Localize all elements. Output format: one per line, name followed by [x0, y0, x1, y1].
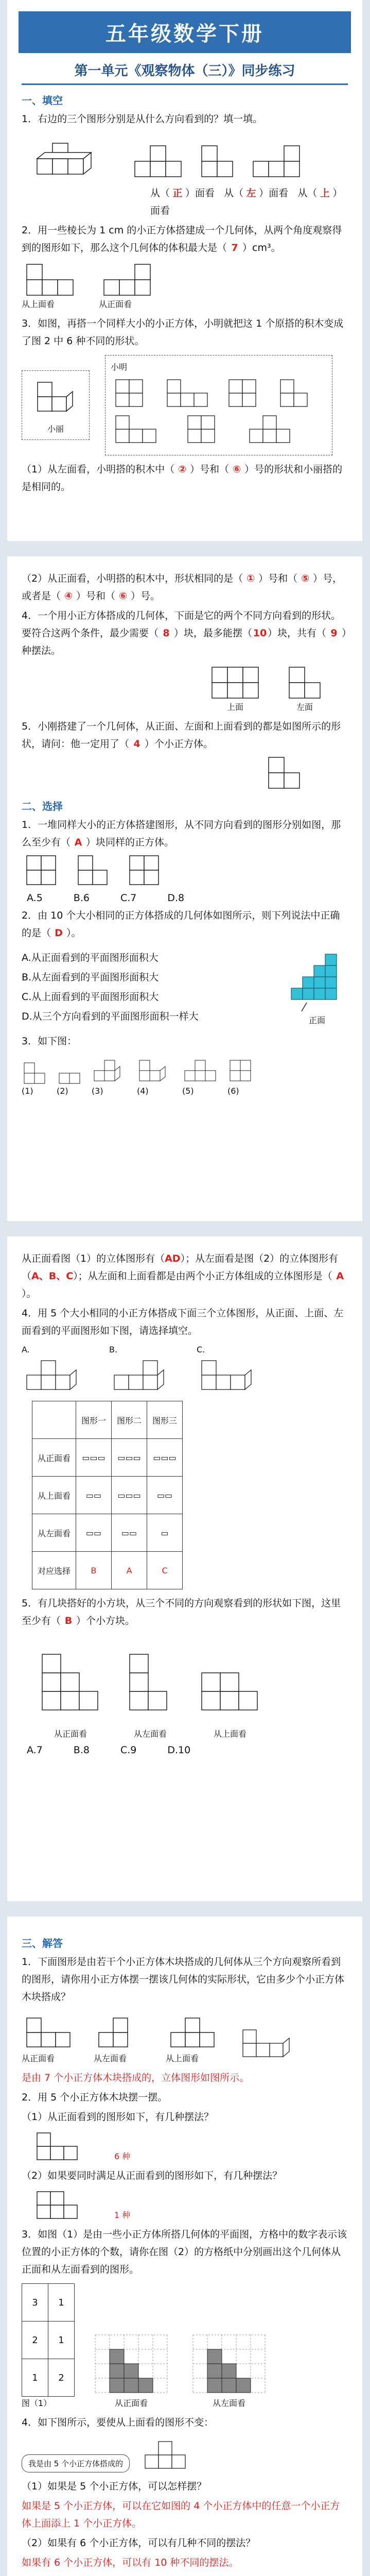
q5-blocks-options [27, 1744, 348, 1756]
a2-sub2-answer: 1 种 [114, 2210, 131, 2220]
q3-sub2: （2）从正面看，小明搭的积木中，形状相同的是（ ① ）号和（ ⑤ ）号，或者是（ ④ ）号和（ ⑥ ）号。 [22, 573, 343, 602]
q5-figure [263, 755, 305, 791]
q4-top-view: 上面 [207, 665, 263, 713]
page-2 [7, 556, 362, 1221]
a1-views [22, 2011, 348, 2064]
s2-text: 2．由 10 个大小相同的正方体搭成的几何体如图所示，则下列说法中正确的是（ D ）。 [22, 910, 340, 939]
a2-text: 2．用 5 个小正方体木块摆一摆。 [22, 2092, 168, 2103]
option[interactable]: D.8 [167, 892, 185, 904]
q3-xiaoli-box: 小丽 [22, 370, 90, 440]
section-choice: 二、选择 [22, 800, 63, 812]
a3-front-grid: 从正面看 [90, 2330, 172, 2409]
q4-5cubes-shapes [22, 1345, 348, 1396]
s3-answer-line: 从正面看图（1）的立体图形有（AD）；从左面看是图（2）的立体图形有（A、B、C）；从左面和上面看都是由两个小正方体组成的立体图形是（ A）。 [22, 1253, 344, 1299]
q1-solid-figure [32, 133, 119, 179]
q1-answer-3: 上 [320, 188, 330, 199]
q4-5cubes-text: 4．用 5 个大小相同的小正方体搭成下面三个立体图形，从正面、上面、左面看到的平面图形如下图，请选择填空。 [22, 1308, 344, 1336]
option[interactable]: A.从正面看到的平面图形面积大 [22, 952, 158, 963]
q4-text: 4．一个用小正方体搭成的几何体，下面是它的两个不同方向看到的形状。要符合这两个条件，最少需要（ 8 ）块，最多能摆（10）块，共有（ 9 ）种摆法。 [22, 610, 347, 656]
s3-fig-2: (2) [57, 1060, 82, 1096]
a2-sub1-answer: 6 种 [114, 2151, 131, 2161]
q2-figures [22, 262, 348, 310]
q2-top-view: 从上面看 [22, 262, 78, 310]
q3-xiaoming-box: 小明 [105, 355, 332, 455]
a1-answer: 是由 7 个小正方体木块搭成的，立体图形如图所示。 [22, 2072, 250, 2083]
a3-left-grid: 从左面看 [188, 2330, 270, 2409]
a4-figure [22, 2436, 348, 2472]
s3-fig-6: (6) [227, 1055, 263, 1096]
q2-text: 2．用一些棱长为 1 cm 的小正方体搭建成一个几何体，从两个角度观察得到的图形如下，那么这个几何体的体积最大是（ 7 ）cm³。 [22, 222, 348, 257]
a4-sub1-answer: 如果是 5 个小正方体，可以在它如图的 4 个小正方体中的任意一个小正方体上面添上 1 个小正方体。 [22, 2500, 340, 2529]
s2-block [22, 947, 348, 1027]
a1-view-front: 从正面看 [22, 2011, 78, 2064]
s1-views [22, 853, 176, 889]
a4-sub2: （2）如果有 6 个小正方体，可以有几种不同的摆法？ [22, 2537, 256, 2549]
page-4 [7, 1917, 362, 2576]
s3-fig-5: (5) [182, 1055, 218, 1096]
q1-view-front [130, 143, 186, 179]
a1-text: 1．下面图形是由若干个小正方体木块搭成的几何体从三个方向观察所看到的图形，请你用小正方体摆一摆该几何体的实际形状，它由多少个小正方体木块搭成？ [22, 1956, 345, 2003]
option[interactable]: A.5 [27, 892, 43, 904]
option[interactable]: D.10 [167, 1744, 191, 1756]
a1-view-left: 从左面看 [94, 2011, 150, 2064]
a4-sub2-answer: 如果有 6 个小正方体，可以有 10 种不同的摆法。 [22, 2557, 239, 2568]
q3-figures [22, 355, 348, 455]
section-fill-blank: 一、填空 [22, 94, 63, 107]
a2-sub2: （2）如果要同时满足从正面看到的图形如下，有几种摆法？ [22, 2170, 283, 2181]
q4-figures [207, 665, 348, 713]
s1-options [27, 892, 348, 904]
q1-answers: 从（ 正 ）面看 从（ 左 ）面看 从（ 上 ）面看 [150, 184, 348, 219]
a1-view-top: 从上面看 [166, 2011, 222, 2064]
a2-sub2-fig [32, 2190, 348, 2221]
shape-a: A. [22, 1345, 89, 1396]
view-top: 从上面看 [197, 1635, 263, 1739]
s3-fig-3: (3) [92, 1055, 128, 1096]
option[interactable]: B.从左面看到的平面图形面积大 [22, 972, 159, 983]
q1-figures [32, 133, 348, 179]
s3-fig-1: (1) [22, 1060, 47, 1096]
a3-text: 3．如图（1）是由一些小正方体所搭几何体的平面图，方格中的数字表示该位置的小正方体的个数，请你在图（2）的方格纸中分别画出这个几何体从正面和从左面看到的图形。 [22, 2229, 347, 2275]
s2-figure: 正面 [286, 947, 348, 1026]
a4-sub1: （1）如果是 5 个小正方体，可以怎样摆？ [22, 2481, 207, 2492]
option[interactable]: A.7 [27, 1744, 43, 1756]
a4-sub3 [22, 2573, 348, 2576]
shape-b: B. [109, 1345, 176, 1396]
q4-5cubes-table: 图形一 图形二 图形三 从正面看 ▭▭▭ ▭▭▭ ▭▭▭ 从上面看 ▭▭ ▭▭▭ ▭▭ 从左面看 ▭▭ ▭▭ ▭ 对应选择 B A C [32, 1401, 183, 1589]
s3-figures [22, 1055, 348, 1096]
option[interactable]: C.从上面看到的平面图形面积大 [22, 991, 159, 1003]
section-answer: 三、解答 [22, 1937, 63, 1950]
q5-blocks-text: 5．有几块搭好的小方块，从三个不同的方向观察看到的形状如下图，这里至少有（ B ）个小方块。 [22, 1598, 341, 1626]
q5-blocks-views [37, 1635, 348, 1739]
option[interactable]: B.8 [73, 1744, 90, 1756]
s3-fig-4: (4) [137, 1055, 173, 1096]
s3-text: 3．如下图： [22, 1036, 77, 1047]
q2-answer: 7 [231, 242, 238, 253]
q1-answer-2: 左 [246, 188, 256, 199]
option[interactable]: C.9 [120, 1744, 137, 1756]
q3-text: 3．如图，再搭一个同样大小的小正方体，小明就把这 1 个原搭的积木变成了图 2 中 6 种不同的形状。 [22, 318, 344, 347]
q1-view-left [197, 143, 238, 179]
a1-solid [238, 2018, 299, 2064]
s2-options [22, 947, 271, 1027]
a3-figures [22, 2283, 348, 2409]
s1-text: 1．一堆同样大小的正方体搭建图形，从不同方向看到的图形分别如图，那么至少有（ A ）块同样的正方体。 [22, 819, 341, 848]
view-left: 从左面看 [125, 1635, 176, 1739]
q4-left-view: 左面 [284, 665, 325, 713]
page-subtitle: 第一单元《观察物体（三）》同步练习 [22, 60, 348, 85]
a4-speech-bubble: 我是由 5 个小正方体搭成的 [22, 2454, 130, 2472]
view-front: 从正面看 [37, 1635, 104, 1739]
page-title: 五年级数学下册 [19, 11, 351, 53]
q1-text: 1．右边的三个图形分别是从什么方向看到的？填一填。 [22, 113, 263, 125]
option[interactable]: D.从三个方向看到的平面图形面积一样大 [22, 1011, 199, 1022]
q1-view-top [248, 143, 305, 179]
page-1 [7, 0, 362, 541]
q5-text: 5．小刚搭建了一个几何体，从正面、左面和上面看到的都是如图所示的形状，请问：他一定用了（ 4 ）个小正方体。 [22, 721, 341, 750]
a4-text: 4．如下图所示，要使从上面看的图形不变： [22, 2417, 214, 2428]
a2-sub1: （1）从正面看到的图形如下，有几种摆法？ [22, 2111, 214, 2123]
a3-fig-1: 3 1 2 1 1 2 图（1） [22, 2283, 75, 2409]
option[interactable]: C.7 [120, 892, 137, 904]
shape-c: C. [197, 1345, 263, 1396]
option[interactable]: B.6 [73, 892, 90, 904]
q2-front-view: 从正面看 [99, 262, 155, 310]
page-3 [7, 1236, 362, 1901]
a2-sub1-fig [32, 2131, 348, 2162]
q3-sub1: （1）从左面看，小明搭的积木中（ ② ）号和（ ⑥ ）号的形状和小丽搭的是相同的。 [22, 464, 343, 493]
q1-answer-1: 正 [172, 188, 183, 199]
